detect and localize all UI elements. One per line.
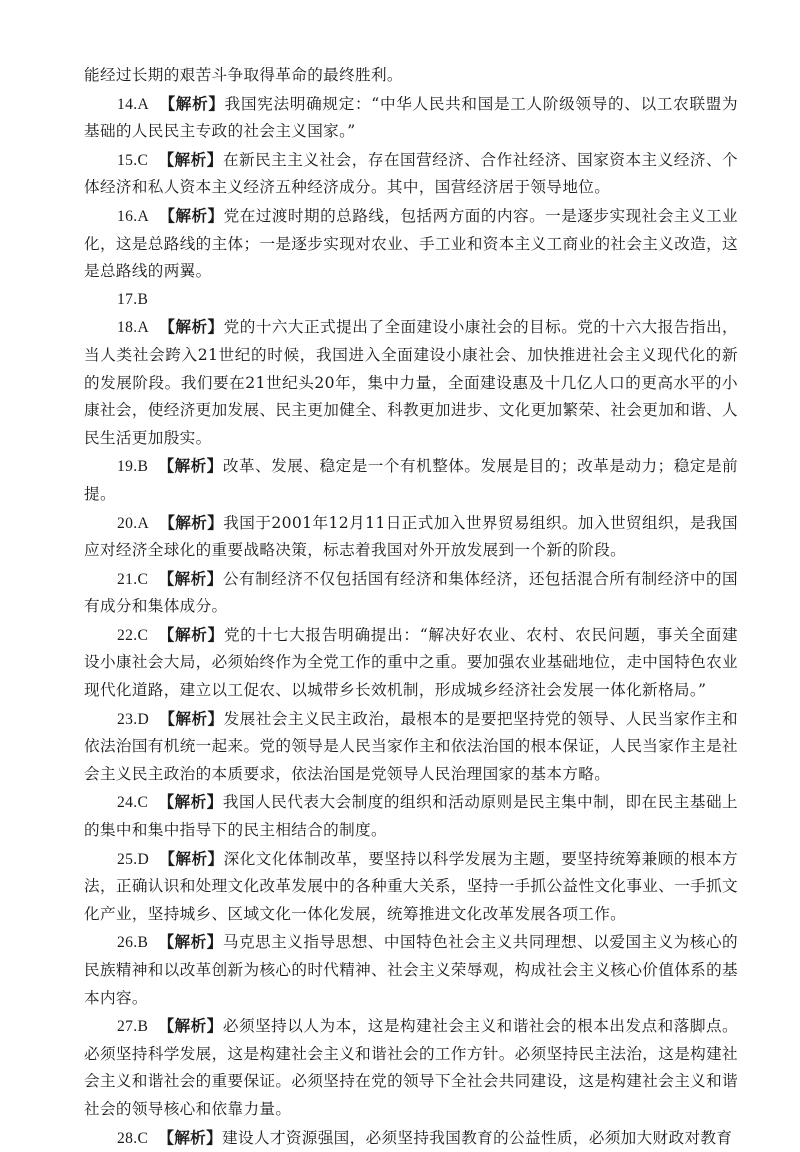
analysis-tag: 【解析】 (159, 848, 224, 868)
answer-number: 22.C (117, 626, 149, 644)
answer-entry (84, 509, 738, 565)
analysis-tag: 【解析】 (158, 624, 224, 644)
analysis-text: 我国人民代表大会制度的组织和活动原则是民主集中制，即在民主基础上的集中和集中指导下的民主相结合的制度。 (84, 793, 738, 840)
answer-entry (84, 146, 738, 202)
answer-entry (84, 845, 738, 929)
answer-entry (84, 90, 738, 146)
analysis-tag: 【解析】 (159, 512, 224, 532)
answer-number: 19.B (117, 458, 149, 476)
analysis-text: 发展社会主义民主政治，最根本的是要把坚持党的领导、人民当家作主和依法治国有机统一起来。党的领导是人民当家作主和依法治国的根本保证，人民当家作主是社会主义民主政治的本质要求，依法治国是党领导人民治理国家的基本方略。 (84, 709, 738, 783)
answer-number: 18.A (117, 319, 150, 337)
answer-list (84, 90, 738, 1152)
answer-number: 15.C (117, 151, 149, 169)
analysis-tag: 【解析】 (158, 568, 223, 588)
analysis-tag: 【解析】 (158, 456, 223, 476)
analysis-text: 我国于2001年12月11日正式加入世界贸易组织。加入世贸组织，是我国应对经济全球化的重要战略决策，标志着我国对外开放发展到一个新的阶段。 (84, 513, 739, 560)
analysis-tag: 【解析】 (158, 149, 223, 169)
analysis-tag: 【解析】 (158, 792, 223, 812)
analysis-text: 党的十七大报告明确提出：“解决好农业、农村、农民问题，事关全面建设小康社会大局，必须始终作为全党工作的重中之重。要加强农业基础地位，走中国特色农业现代化道路，建立以工促农、以城带乡长效机制，形成城乡经济社会发展一体化新格局。” (84, 625, 738, 700)
analysis-text: 在新民主主义社会，存在国营经济、合作社经济、国家资本主义经济、个体经济和私人资本主义经济五种经济成分。其中，国营经济居于领导地位。 (84, 150, 738, 197)
analysis-tag: 【解析】 (159, 708, 224, 728)
analysis-text: 我国宪法明确规定：“中华人民共和国是工人阶级领导的、以工农联盟为基础的人民民主专政的社会主义国家。” (84, 94, 738, 141)
answer-number: 23.D (117, 710, 150, 728)
analysis-text: 改革、发展、稳定是一个有机整体。发展是目的；改革是动力；稳定是前提。 (84, 457, 738, 503)
answer-entry (84, 452, 738, 508)
analysis-text: 马克思主义指导思想、中国特色社会主义共同理想、以爱国主义为核心的民族精神和以改革创新为核心的时代精神、社会主义荣辱观，构成社会主义核心价值体系的基本内容。 (84, 933, 738, 1007)
analysis-tag: 【解析】 (159, 93, 225, 113)
analysis-tag: 【解析】 (159, 317, 224, 337)
answer-number: 28.C (117, 1129, 149, 1147)
answer-number: 20.A (117, 514, 150, 532)
answer-entry (84, 928, 738, 1012)
analysis-text: 建设人才资源强国，必须坚持我国教育的公益性质，必须加大财政对教育 (222, 1128, 733, 1147)
answer-entry (84, 788, 738, 844)
answer-entry (84, 286, 738, 314)
analysis-text: 必须坚持以人为本，这是构建社会主义和谐社会的根本出发点和落脚点。必须坚持科学发展，这是构建社会主义和谐社会的工作方针。必须坚持民主法治，这是构建社会主义和谐社会的重要保证。必须坚持在党的领导下全社会共同建设，这是构建社会主义和谐社会的领导核心和依靠力量。 (84, 1017, 738, 1118)
answer-number: 25.D (117, 850, 150, 868)
answer-number: 14.A (117, 95, 150, 113)
answer-entry (84, 1012, 738, 1123)
answer-number: 26.B (117, 934, 149, 952)
answer-number: 17.B (117, 290, 149, 308)
analysis-text: 深化文化体制改革，要坚持以科学发展为主题，要坚持统筹兼顾的根本方法，正确认识和处理文化改革发展中的各种重大关系，坚持一手抓公益性文化事业、一手抓文化产业，坚持城乡、区域文化一体化发展，统筹推进文化改革发展各项工作。 (84, 849, 738, 923)
answer-entry (84, 313, 738, 452)
continuation-text: 能经过长期的艰苦斗争取得革命的最终胜利。 (84, 66, 403, 84)
answer-number: 27.B (117, 1018, 149, 1036)
answer-entry (84, 621, 738, 705)
analysis-tag: 【解析】 (158, 932, 223, 952)
answer-entry (84, 565, 738, 621)
answer-entry (84, 705, 738, 789)
analysis-tag: 【解析】 (159, 205, 224, 225)
answer-entry (84, 1124, 738, 1152)
analysis-tag: 【解析】 (158, 1016, 223, 1036)
analysis-text: 党的十六大正式提出了全面建设小康社会的目标。党的十六大报告指出，当人类社会跨入21世纪的时候，我国进入全面建设小康社会、加快推进社会主义现代化的新的发展阶段。我们要在21世纪头20年，集中力量，全面建设惠及十几亿人口的更高水平的小康社会，使经济更加发展、民主更加健全、科教更加进步、文化更加繁荣、社会更加和谐、人民生活更加殷实。 (84, 318, 738, 447)
answer-entry (84, 202, 738, 286)
analysis-tag: 【解析】 (158, 1127, 223, 1147)
answer-number: 16.A (117, 207, 150, 225)
analysis-text: 党在过渡时期的总路线，包括两方面的内容。一是逐步实现社会主义工业化，这是总路线的主体；一是逐步实现对农业、手工业和资本主义工商业的社会主义改造，这是总路线的两翼。 (84, 206, 738, 281)
answer-number: 21.C (117, 570, 149, 588)
analysis-text: 公有制经济不仅包括国有经济和集体经济，还包括混合所有制经济中的国有成分和集体成分。 (84, 569, 738, 616)
answer-number: 24.C (117, 794, 149, 812)
